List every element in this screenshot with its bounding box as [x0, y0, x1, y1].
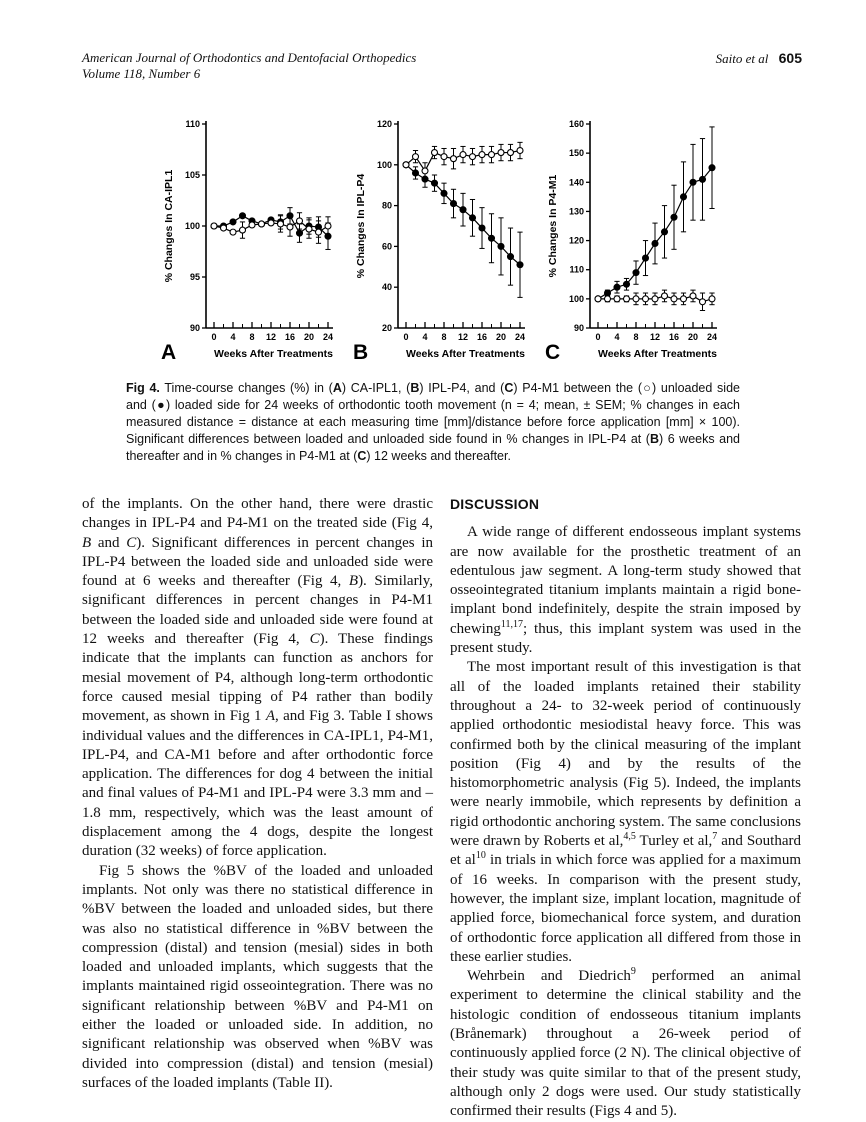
svg-text:90: 90	[573, 323, 584, 333]
text-segment: C	[309, 631, 320, 648]
svg-text:0: 0	[403, 332, 409, 342]
svg-text:105: 105	[184, 170, 200, 180]
running-head	[716, 50, 802, 67]
text-segment: The most important result of this investigation is that all of the loaded implants retained their stability throughout a 24- to 32-week period of continuously applied orthodontic mesiodistal heavy force. This was confirmed both by the clinical measuring of the implant position (Fig 4) and by the results of the histomorphometric analysis (Fig 5). Indeed, the implants were nearly immobile, which represents by definition a rigid orthodontic anchoring system. The same conclusions were drawn by Roberts et al,	[450, 659, 801, 850]
figure-caption	[126, 380, 740, 465]
svg-text:60: 60	[381, 241, 392, 252]
text-segment: ) CA-IPL1, (	[341, 381, 411, 395]
svg-text:4: 4	[422, 332, 428, 342]
journal-title: American Journal of Orthodontics and Dentofacial Orthopedics	[82, 50, 417, 65]
text-segment: 7	[712, 831, 718, 843]
discussion-paragraphs	[450, 523, 801, 1121]
text-segment: ) 12 weeks and thereafter.	[366, 449, 511, 463]
svg-text:% Changes In P4-M1: % Changes In P4-M1	[547, 174, 559, 278]
text-segment: Time-course changes (%) in (	[159, 381, 333, 395]
svg-text:20: 20	[303, 332, 315, 342]
text-segment: ). Similarly, significant differences in percent changes in P4-M1 between the loaded side and unloaded side were found at 12 weeks and thereafter (Fig 4,	[82, 573, 434, 648]
text-segment: B	[649, 432, 659, 446]
svg-text:100: 100	[568, 293, 584, 304]
paragraph	[82, 862, 433, 1094]
svg-text:% Changes In CA-IPL1: % Changes In CA-IPL1	[163, 169, 175, 283]
text-segment: B	[348, 573, 359, 590]
paragraph	[82, 495, 433, 862]
svg-text:20: 20	[687, 332, 699, 342]
authors-name: Saito et al	[715, 51, 769, 66]
svg-text:16: 16	[284, 332, 296, 342]
figure-4-block	[82, 110, 802, 465]
text-segment: Fig 4.	[126, 381, 160, 395]
text-segment: 9	[630, 966, 636, 978]
svg-text:12: 12	[457, 332, 469, 342]
journal-volume-issue: Volume 118, Number 6	[82, 66, 201, 81]
svg-text:130: 130	[568, 206, 584, 217]
svg-text:Weeks After Treatments: Weeks After Treatments	[405, 348, 526, 360]
svg-text:0: 0	[211, 332, 217, 342]
svg-text:120: 120	[376, 119, 392, 129]
journal-masthead	[82, 50, 416, 82]
svg-text:12: 12	[265, 332, 277, 342]
svg-text:24: 24	[322, 332, 334, 342]
svg-text:95: 95	[189, 272, 200, 282]
svg-text:A: A	[161, 341, 177, 364]
text-segment: of the implants. On the other hand, there were drastic changes in IPL-P4 and P4-M1 on the treated side (Fig 4,	[82, 496, 433, 532]
text-segment: , and Fig 3. Table I shows individual values and the differences in CA-IPL1, P4-M1, IPL-P4, and CA-M1 before and after orthodontic force application. The differences for dog 4 between the initial and final values of P4-M1 and IPL-P4 were 3.3 mm and –1.8 mm, respectively, which was the least amount of displacement among the 4 dogs, despite the longest duration (32 weeks) of force application.	[82, 708, 433, 860]
page-header	[82, 50, 802, 82]
svg-text:4: 4	[614, 332, 620, 342]
text-segment: ). These findings indicate that the implants can function as anchors for mesial movement of P4, although long-term orthodontic force caused mesial tipping of P4 rather than bodily movement, as shown in Fig 1	[82, 631, 433, 725]
text-segment: B	[82, 534, 92, 551]
text-segment: and Southard et al	[450, 833, 801, 869]
text-segment: C	[126, 534, 137, 551]
charts-row	[82, 110, 802, 364]
text-segment: A	[265, 708, 276, 725]
svg-text:100: 100	[376, 159, 392, 170]
paragraph	[450, 523, 801, 658]
svg-text:8: 8	[249, 332, 255, 342]
discussion-heading: DISCUSSION	[450, 496, 540, 512]
text-segment: 4,5	[623, 831, 636, 843]
text-segment: and	[91, 534, 127, 551]
text-segment: C	[504, 381, 514, 395]
svg-text:110: 110	[569, 264, 584, 275]
svg-text:4: 4	[230, 332, 236, 342]
chart-panel-c-p4-m1	[543, 110, 725, 364]
svg-text:Weeks After Treatments: Weeks After Treatments	[597, 348, 718, 360]
svg-text:80: 80	[381, 200, 392, 211]
page-number: 605	[778, 50, 802, 66]
text-segment: ) IPL-P4, and (	[419, 381, 505, 395]
text-segment: 10	[475, 850, 486, 862]
svg-text:140: 140	[568, 177, 584, 188]
svg-text:8: 8	[441, 332, 447, 342]
svg-text:16: 16	[668, 332, 680, 342]
text-segment: Turley et al,	[635, 833, 713, 850]
svg-text:110: 110	[185, 119, 200, 129]
svg-text:160: 160	[568, 119, 584, 129]
svg-text:12: 12	[649, 332, 661, 342]
text-segment: performed an animal experiment to determine the clinical stability and the histologic condition of endosseous titanium implants (Brånemark) throughout a 26-week period of continuously applied force (2 N). The clinical objective of their study was quite similar to that of the present study, although only 2 dogs were used. Our study statistically confirmed their results (Figs 4 and 5).	[450, 968, 801, 1120]
svg-text:20: 20	[495, 332, 507, 342]
svg-text:Weeks After Treatments: Weeks After Treatments	[213, 348, 334, 360]
svg-text:24: 24	[706, 332, 718, 342]
svg-text:120: 120	[568, 235, 584, 246]
chart-panel-a-ca-ipl1	[159, 110, 341, 364]
text-segment: ). Significant differences in percent changes in IPL-P4 between the loaded side and unloaded side were found at 6 weeks and thereafter (Fig 4,	[82, 534, 433, 590]
text-segment: Wehrbein and Diedrich	[467, 968, 631, 985]
text-segment: A wide range of different endosseous implant systems are now available for the prosthetic treatment of an edentulous jaw segment. A long-term study showed that osseointegrated titanium implants maintain a rigid bone-implant bond indefinitely, despite the strain imposed by chewing	[450, 524, 801, 637]
chart-panel-b-ipl-p4	[351, 110, 533, 364]
svg-text:% Changes In IPL-P4: % Changes In IPL-P4	[355, 173, 367, 279]
svg-text:90: 90	[189, 323, 200, 333]
text-segment: 11,17	[500, 618, 523, 630]
text-segment: ) 6 weeks and thereafter and in % changes in P4-M1 at (	[126, 432, 740, 463]
svg-text:150: 150	[568, 148, 584, 159]
right-column	[450, 495, 801, 1122]
text-segment: Fig 5 shows the %BV of the loaded and unloaded implants. Not only was there no statistical difference in %BV between the loaded and unloaded sides, but there was also no statistical difference in %BV between the compression (distal) and tension (mesial) sides in both loaded and unloaded implants, which suggests that the implants maintained rigid osseointegration. There was no significant relationship between %BV and P4-M1 on either the loaded or unloaded side. In addition, no significant relationship was observed when %BV was divided into compression (distal) and tension (mesial) surfaces of the loaded implants (Table II).	[82, 862, 433, 1091]
svg-text:20: 20	[381, 323, 392, 333]
svg-text:100: 100	[184, 221, 200, 231]
text-segment: C	[357, 449, 367, 463]
paragraph	[450, 967, 801, 1121]
svg-text:B: B	[353, 341, 369, 364]
svg-text:24: 24	[514, 332, 526, 342]
left-column	[82, 495, 433, 1122]
text-segment: A	[332, 381, 342, 395]
text-segment: in trials in which force was applied for a maximum of 16 weeks. In comparison with the present study, however, the implant size, implant location, magnitude of applied force, biomechanical force system, and duration of orthodontic force application all differed from those in these earlier studies.	[450, 852, 801, 965]
svg-text:40: 40	[381, 282, 392, 293]
svg-text:16: 16	[476, 332, 488, 342]
svg-text:8: 8	[633, 332, 639, 342]
svg-text:0: 0	[595, 332, 601, 342]
text-segment: B	[410, 381, 420, 395]
paragraph	[450, 658, 801, 967]
body-text	[82, 495, 802, 1122]
text-segment: ) P4-M1 between the (○) unloaded side and (●) loaded side for 24 weeks of orthodontic tooth movement (n = 4; mean, ± SEM; % changes in each measured distance = distance at each measuring time [mm]/distance before force application [mm] × 100). Significant differences between loaded and unloaded side found in % changes in IPL-P4 at (	[126, 381, 740, 446]
text-segment: ; thus, this implant system was used in the present study.	[450, 620, 801, 657]
svg-text:C: C	[545, 341, 561, 364]
